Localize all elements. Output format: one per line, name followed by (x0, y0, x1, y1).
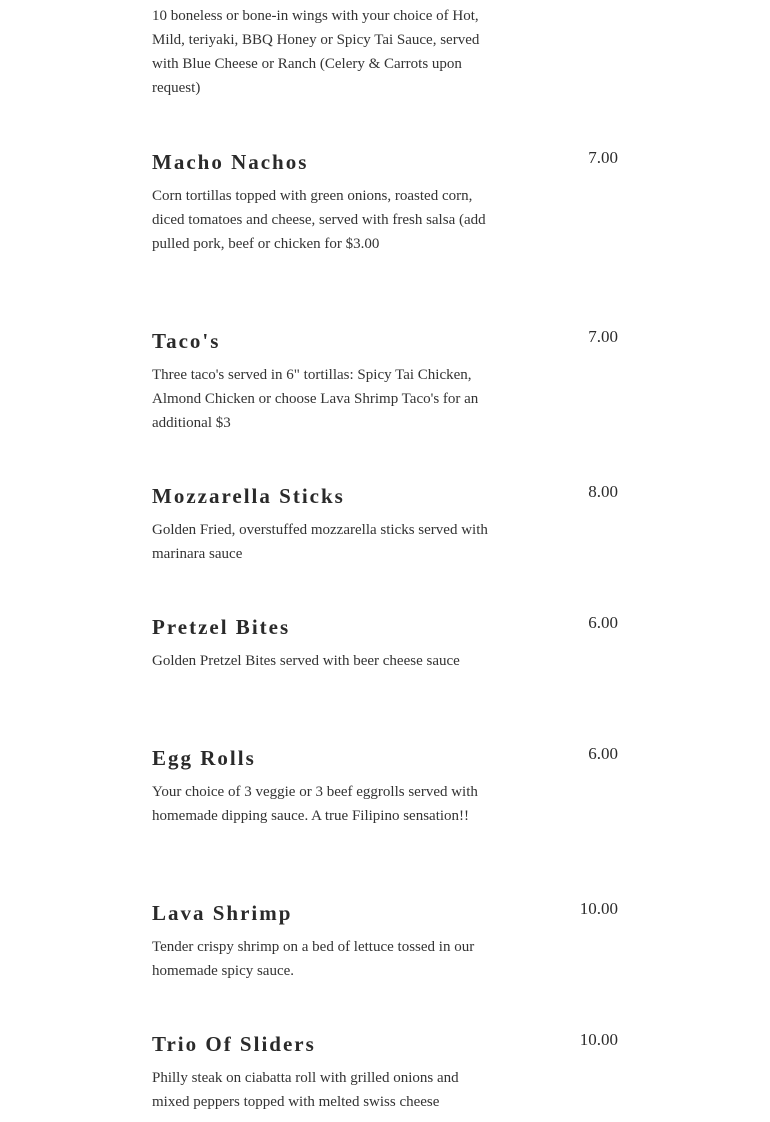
menu-item-price: 6.00 (588, 613, 618, 632)
menu-item-name: Taco's (152, 329, 221, 353)
menu-item-price: 8.00 (588, 482, 618, 501)
menu-item-lava-shrimp (152, 901, 618, 983)
menu-item-tacos (152, 329, 618, 435)
menu-item-price: 10.00 (579, 899, 618, 918)
menu-item-description: Three taco's served in 6" tortillas: Spicy Tai Chicken, Almond Chicken or choose Lava Shrimp Taco's for an additional $3 (152, 367, 479, 431)
menu-item-egg-rolls (152, 746, 618, 828)
menu-item-name: Mozzarella Sticks (152, 484, 345, 508)
menu-item-name: Lava Shrimp (152, 901, 293, 925)
menu-item-description: Golden Fried, overstuffed mozzarella sticks served with marinara sauce (152, 522, 488, 562)
menu-item-description: Tender crispy shrimp on a bed of lettuce tossed in our homemade spicy sauce. (152, 939, 475, 979)
menu-item-mozzarella-sticks (152, 484, 618, 566)
menu-item-trio-of-sliders (152, 1032, 618, 1114)
menu-item-price: 7.00 (588, 148, 618, 167)
menu-item-description: 10 boneless or bone-in wings with your choice of Hot, Mild, teriyaki, BBQ Honey or Spicy Tai Sauce, served with Blue Cheese or Ranch (Celery & Carrots upon request) (152, 8, 480, 96)
menu-item-description: Your choice of 3 veggie or 3 beef eggrolls served with homemade dipping sauce. A true Filipino sensation!! (152, 784, 478, 824)
menu-item-price: 6.00 (588, 744, 618, 763)
menu-item-name: Egg Rolls (152, 746, 256, 770)
menu-item-price: 7.00 (588, 327, 618, 346)
menu-item-name: Trio Of Sliders (152, 1032, 316, 1056)
menu-item-pretzel-bites (152, 615, 618, 673)
menu-item-name: Pretzel Bites (152, 615, 291, 639)
menu-item-macho-nachos (152, 150, 618, 256)
menu-item-description: Corn tortillas topped with green onions, roasted corn, diced tomatoes and cheese, served with fresh salsa (add pulled pork, beef or chicken for $3.00 (152, 188, 486, 252)
menu-item-price: 10.00 (579, 1030, 618, 1049)
menu-item-wings (152, 4, 618, 100)
menu-item-description: Philly steak on ciabatta roll with grilled onions and mixed peppers topped with melted swiss cheese (152, 1070, 459, 1110)
menu-item-name: Macho Nachos (152, 150, 309, 174)
menu-item-description: Golden Pretzel Bites served with beer cheese sauce (152, 653, 460, 669)
